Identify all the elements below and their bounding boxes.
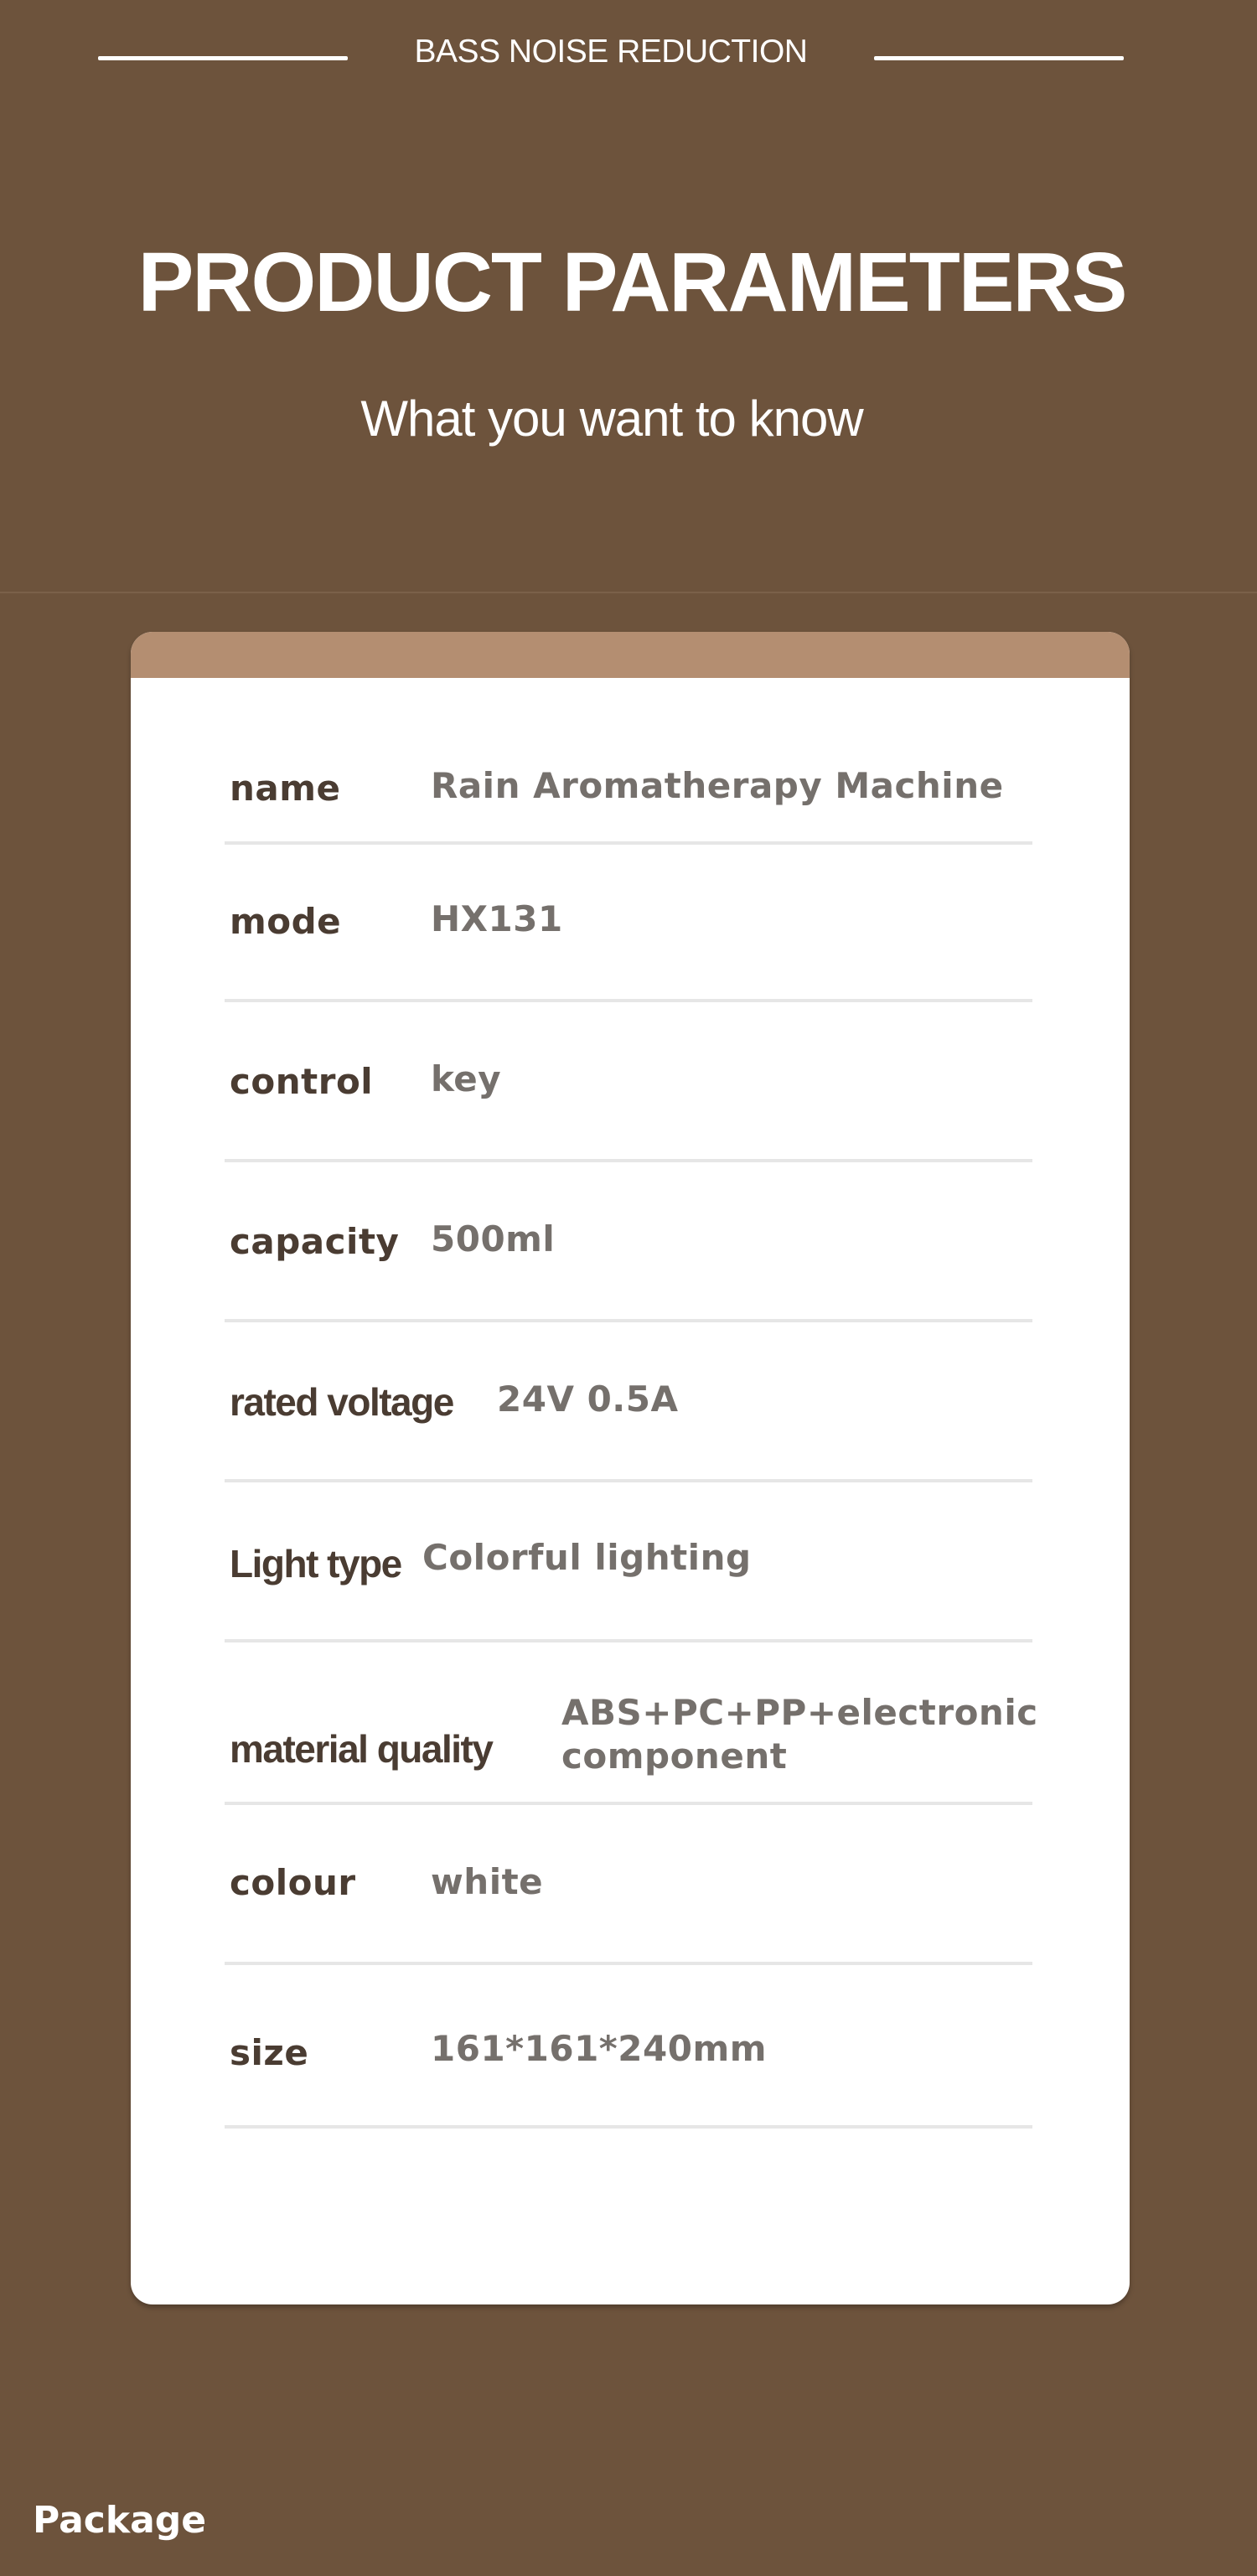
param-value: white — [431, 1861, 544, 1902]
param-label: capacity — [230, 1221, 400, 1262]
page-tagline: What you want to know — [360, 391, 863, 447]
param-label: rated voltage — [230, 1380, 453, 1424]
param-row-name — [225, 716, 1032, 845]
param-row-colour — [225, 1805, 1032, 1965]
parameters-card — [131, 632, 1130, 2304]
param-label: colour — [230, 1862, 356, 1903]
param-label: material quality — [230, 1727, 493, 1771]
param-value: key — [431, 1058, 502, 1099]
param-label: mode — [230, 901, 342, 942]
header-divider-right — [874, 56, 1124, 60]
param-row-rated-voltage — [225, 1322, 1032, 1482]
header-band — [0, 0, 1257, 593]
param-value: 161*161*240mm — [431, 2028, 767, 2069]
param-value: ABS+PC+PP+electronic component — [561, 1692, 1038, 1777]
param-row-size — [225, 1965, 1032, 2129]
param-label: size — [230, 2032, 309, 2073]
param-value: HX131 — [431, 898, 563, 939]
card-accent-bar — [131, 632, 1130, 678]
package-section-label: Package — [33, 2499, 207, 2542]
param-value: 24V 0.5A — [497, 1379, 679, 1420]
param-row-mode — [225, 842, 1032, 1002]
param-row-material-quality — [225, 1642, 1038, 1805]
param-label: name — [230, 768, 341, 809]
param-value: Colorful lighting — [422, 1537, 752, 1578]
param-row-light-type — [225, 1482, 1032, 1642]
param-label: Light type — [230, 1542, 401, 1585]
param-row-control — [225, 1002, 1032, 1162]
page-title: PRODUCT PARAMETERS — [137, 235, 1126, 329]
param-row-capacity — [225, 1162, 1032, 1322]
param-value: 500ml — [431, 1218, 556, 1260]
header-subtitle: BASS NOISE REDUCTION — [414, 34, 808, 70]
param-value: Rain Aromatherapy Machine — [431, 765, 1004, 806]
param-label: control — [230, 1061, 374, 1102]
